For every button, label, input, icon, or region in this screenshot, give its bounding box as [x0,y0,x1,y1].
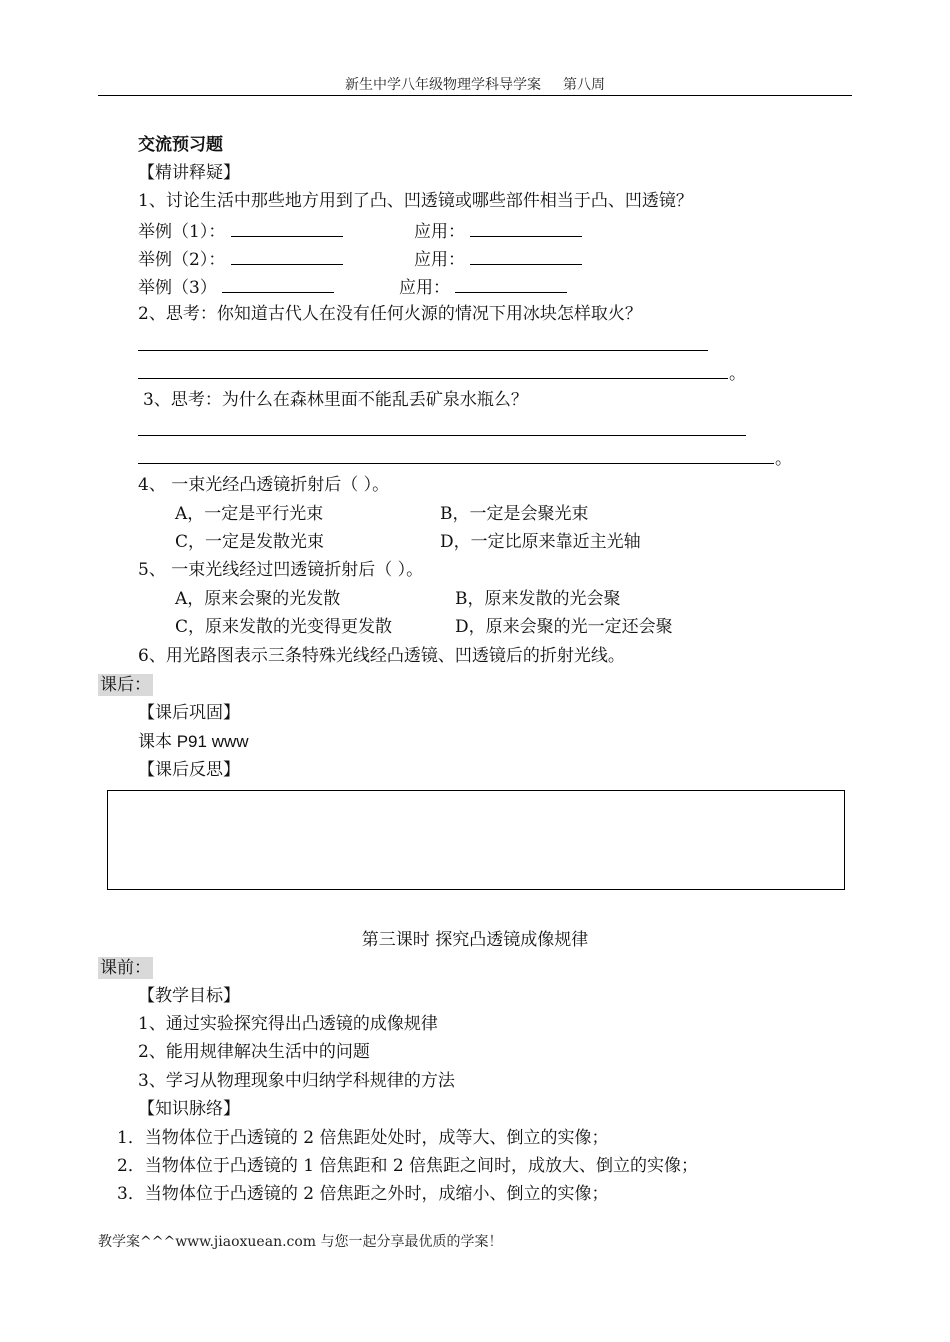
consolidate-heading: 【课后巩固】 [138,703,240,723]
application-label: 应用： [414,222,465,242]
application-row-3 [399,278,567,297]
period-mark: 。 [775,449,792,469]
knowledge-item: 3．当物体位于凸透镜的 2 倍焦距之外时，成缩小、倒立的实像； [117,1184,609,1204]
question-3: 3、思考：为什么在森林里面不能乱丢矿泉水瓶么？ [143,390,528,410]
question-6: 6、用光路图表示三条特殊光线经凸透镜、凹透镜后的折射光线。 [138,646,625,666]
knowledge-item: 1．当物体位于凸透镜的 2 倍焦距处处时，成等大、倒立的实像； [117,1128,609,1148]
example-row-1 [138,222,343,241]
application-row-2 [414,250,582,269]
option-b: B，原来发散的光会聚 [455,589,621,609]
answer-line[interactable] [138,350,708,351]
answer-line[interactable] [138,435,746,436]
period-mark: 。 [729,364,746,384]
option-d: D，原来会聚的光一定还会聚 [455,617,673,637]
before-class-label: 课前： [100,958,151,978]
section-heading: 交流预习题 [138,135,223,155]
answer-blank[interactable] [231,250,343,265]
example-label: 举例（1）： [138,222,226,242]
example-row-2 [138,250,343,269]
option-d: D，一定比原来靠近主光轴 [440,532,641,552]
goals-heading: 【教学目标】 [138,986,240,1006]
option-a: A，原来会聚的光发散 [175,589,341,609]
sub-heading: 【精讲释疑】 [138,163,240,183]
example-label: 举例（3） [138,278,217,298]
goal-item: 2、能用规律解决生活中的问题 [138,1042,370,1062]
answer-blank[interactable] [470,222,582,237]
reflection-box[interactable] [107,790,845,890]
goal-item: 1、通过实验探究得出凸透镜的成像规律 [138,1014,438,1034]
question-1: 1、讨论生活中那些地方用到了凸、凹透镜或哪些部件相当于凸、凹透镜？ [138,191,693,211]
application-row-1 [414,222,582,241]
goal-item: 3、学习从物理现象中归纳学科规律的方法 [138,1071,455,1091]
answer-blank[interactable] [231,222,343,237]
question-2: 2、思考：你知道古代人在没有任何火源的情况下用冰块怎样取火？ [138,304,642,324]
knowledge-item: 2．当物体位于凸透镜的 1 倍焦距和 2 倍焦距之间时，成放大、倒立的实像； [117,1156,699,1176]
question-5: 5、 一束光线经过凹透镜折射后（ ）。 [138,560,424,580]
application-label: 应用： [399,278,450,298]
header-divider [98,95,852,96]
option-b: B，一定是会聚光束 [440,504,589,524]
reflection-heading: 【课后反思】 [138,760,240,780]
question-4: 4、 一束光经凸透镜折射后（ ）。 [138,475,390,495]
answer-line[interactable] [138,463,774,464]
header-week: 第八周 [563,77,605,93]
after-class-label: 课后： [100,675,151,695]
textbook-reference: 课本 P91 www [138,732,249,751]
lesson-title: 第三课时 探究凸透镜成像规律 [361,930,589,950]
page-header [0,78,950,92]
option-c: C，一定是发散光束 [175,532,325,552]
knowledge-heading: 【知识脉络】 [138,1099,240,1119]
option-c: C，原来发散的光变得更发散 [175,617,393,637]
answer-line[interactable] [138,378,728,379]
answer-blank[interactable] [455,278,567,293]
answer-blank[interactable] [222,278,334,293]
page-footer: 教学案^^^www.jiaoxuean.com 与您一起分享最优质的学案！ [98,1234,503,1250]
application-label: 应用： [414,250,465,270]
answer-blank[interactable] [470,250,582,265]
example-label: 举例（2）： [138,250,226,270]
option-a: A，一定是平行光束 [175,504,324,524]
example-row-3 [138,278,334,297]
header-title: 新生中学八年级物理学科导学案 [345,77,541,93]
